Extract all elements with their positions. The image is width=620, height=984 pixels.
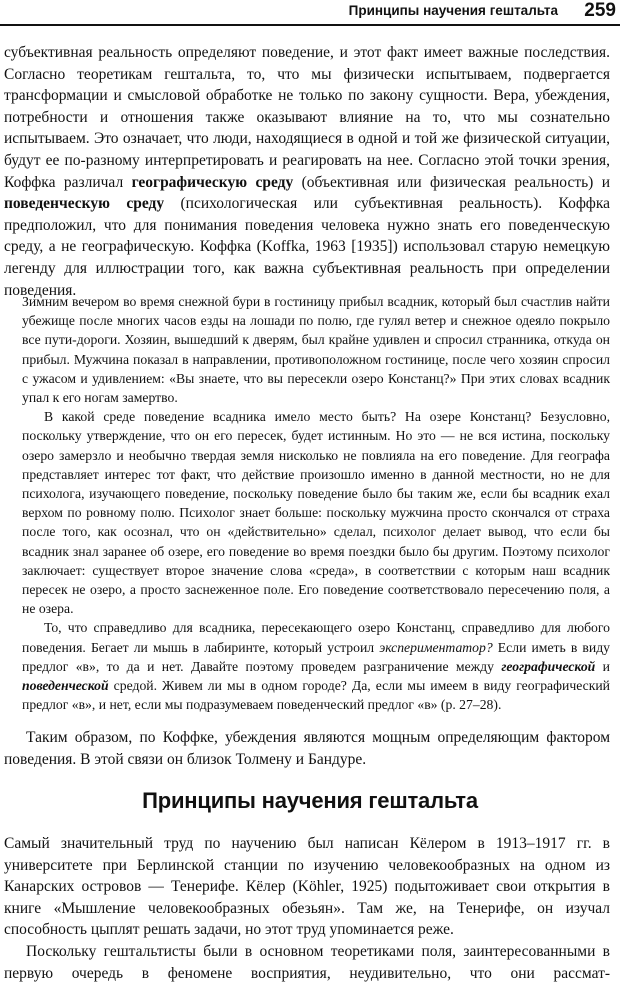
section-paragraph-1: Самый значительный труд по научению был написан Кёлером в 1913–1917 гг. в университете при Берлинской станции по изучению человекообразных на одном из Канарских островов — Тенерифе. Кёлер (Köhler, 1925) подытоживает свои открытия в книге «Мышление человекообразных обезьян». Там же, на Тенерифе, он изучал способность цыплят решать задачи, но этот труд упоминается реже.: [4, 835, 610, 939]
conclusion-paragraph: [4, 727, 610, 770]
quote-p3-text-2: Если иметь в виду предлог «в», то да и нет. Давайте поэтому проведем разграничение между: [22, 639, 611, 674]
intro-paragraph: [4, 42, 610, 301]
quote-p3-emphasis-behavioral: поведенческой: [22, 678, 109, 694]
quote-p3-text-4: средой. Живем ли мы в одном городе? Да, если мы имеем в виду географический предлог «в», и нет, если мы подразумеваем поведенческий предлог «в» (р. 27–28).: [22, 678, 610, 713]
section-heading: Принципы научения гештальта: [142, 788, 478, 813]
quote-p3-emphasis-experimenter: экспериментатор?: [379, 639, 493, 655]
intro-text-3: (психологическая или субъективная реальность). Коффка предположил, что для понимания поведения человека нужно знать его поведенческую среду, а не географическую. Коффка (Koffka, 1963 [1935]) использовал старую немецкую легенду для иллюстрации того, как важна субъективная реальность при определении поведения.: [4, 195, 610, 299]
running-header: [0, 0, 620, 30]
intro-text-2: (объективная или физическая реальность) и: [293, 173, 610, 191]
term-behavioral-environment: поведенческую среду: [4, 195, 165, 213]
section-paragraph-2: Поскольку гештальтисты были в основном теоретиками поля, заинтересованными в первую очередь в феномене восприятия, неудивительно, что они рассмат-: [4, 942, 610, 982]
term-geographic-environment: географическую среду: [131, 173, 294, 191]
running-title: Принципы научения гештальта: [348, 3, 558, 18]
section-body: [4, 833, 610, 984]
quote-p3-emphasis-geographic: географической: [501, 658, 596, 674]
quote-paragraph-1: Зимним вечером во время снежной бури в гостиницу прибыл всадник, который был счастлив найти убежище после многих часов езды на лошади по полю, где гулял ветер и снежное одеяло покрыло все пути-дороги. Хозяин, вышедший к дверям, был крайне удивлен и спросил странника, откуда он прибыл. Мужчина показал в направлении, противоположном гостинице, после чего хозяин спросил с ужасом и удивлением: «Вы знаете, что вы пересекли озеро Констанц?» При этих словах всадник упал к его ногам замертво.: [22, 294, 610, 406]
quote-paragraph-2: В какой среде поведение всадника имело место быть? На озере Констанц? Безусловно, поскольку утверждение, что он его пересек, будет истинным. Но это — не вся истина, поскольку озеро замерзло и необычно твердая земля нисколько не повлияла на его поведение. Для географа представляет интерес тот факт, что действие произошло именно в данной местности, но не для психолога, изучающего поведение, поскольку поведение было бы таким же, если бы всадник ехал верхом по ровному полю. Психолог знает больше: поскольку мужчина просто скончался от страха после того, как осознал, что он «действительно» сделал, психолог делает вывод, что если бы всадник знал заранее об озере, его поведение во время поездки было бы другим. Поэтому психолог заключает: существует второе значение слова «среда», в соответствии с которым наш всадник пересек не озеро, а просто заснеженное поле. Его поведение соответствовало пересечению поля, а не озера.: [22, 409, 610, 617]
quote-p3-text-3: и: [595, 658, 611, 674]
intro-text-1: субъективная реальность определяют поведение, и этот факт имеет важные последствия. Согласно теоретикам гештальта, то, что мы физически испытываем, подвергается трансформации и смысловой обработке не только по закону сущности. Вера, убеждения, потребности и отношения также оказывают влияние на то, что мы сознательно испытываем. Это означает, что люди, находящиеся в одной и той же физической ситуации, будут ее по-разному интерпретировать и реагировать на нее. Согласно этой точки зрения, Коффка различал: [4, 44, 610, 191]
header-rule: [0, 24, 620, 26]
page-number: 259: [584, 0, 616, 21]
block-quote: [22, 292, 610, 714]
conclusion-text: Таким образом, по Коффке, убеждения являются мощным определяющим фактором поведения. В этой связи он близок Толмену и Бандуре.: [4, 729, 610, 768]
quote-paragraph-3: [22, 618, 610, 714]
quote-p3-text-1: То, что справедливо для всадника, пересекающего озеро Констанц, справедливо для любого поведения. Бегает ли мышь в лабиринте, который устроил: [22, 620, 610, 655]
